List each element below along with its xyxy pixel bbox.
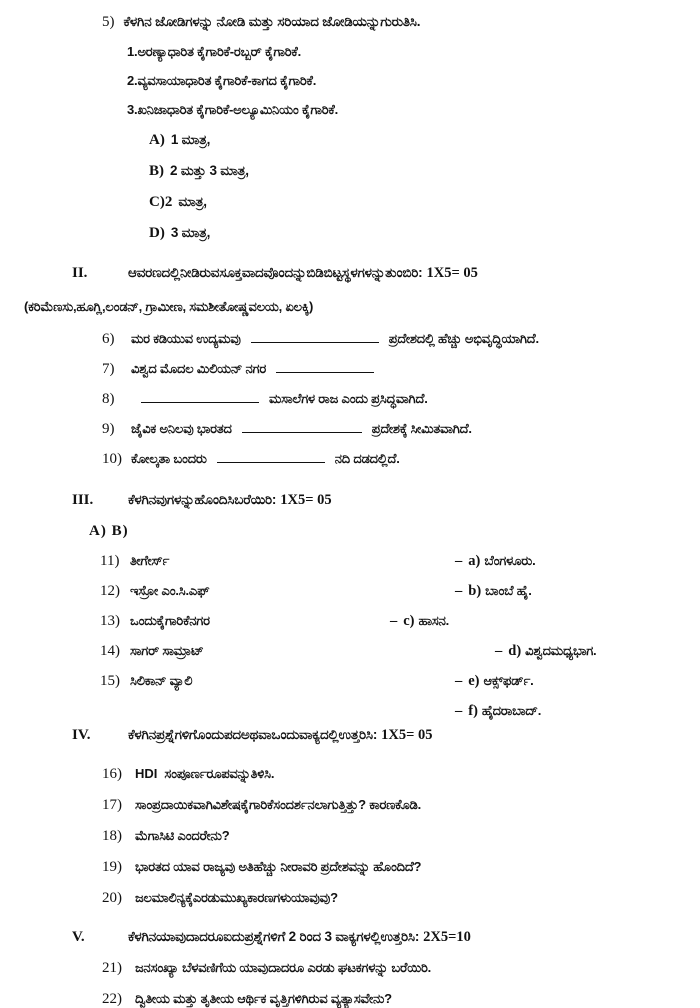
fill-item-10 bbox=[102, 451, 686, 468]
section-4-items bbox=[14, 766, 686, 907]
match-row-11 bbox=[100, 553, 686, 570]
question-5-pair-1: 1.ಅರಣ್ಯಾಧಾರಿತ ಕೈಗಾರಿಕೆ-ರಬ್ಬರ್ ಕೈಗಾರಿಕೆ. bbox=[127, 44, 301, 59]
section-3-block bbox=[14, 492, 686, 719]
match-option-d[interactable] bbox=[495, 643, 596, 660]
match-option-b[interactable] bbox=[455, 583, 532, 600]
option-d-text: ವಿಶ್ವದಮಧ್ಯಭಾಗ. bbox=[525, 643, 597, 658]
match-row-15 bbox=[100, 673, 686, 690]
item-8-blank[interactable] bbox=[141, 392, 259, 403]
option-f-text: ಹೈದರಾಬಾದ್. bbox=[481, 703, 542, 718]
section-2-word-bank: (ಕರಿಮೆಣಸು,ಹೂಗ್ಲಿ,ಲಂಡನ್, ಗ್ರಾಮೀಣ, ಸಮಶೀತೋಷ್ಣವಲಯ, ಏಲಕ್ಕಿ) bbox=[24, 299, 314, 314]
section-4-title: ಕೆಳಗಿನಪ್ರಶ್ನೆಗಳಿಗೊಂದುಪದಅಥವಾಒಂದುವಾಕ್ಯದಲ್ಲಿಉತ್ತರಿಸಿ: bbox=[128, 727, 378, 742]
question-16-number: 16) bbox=[102, 766, 122, 782]
question-5-option-c[interactable] bbox=[149, 194, 686, 211]
question-16 bbox=[102, 766, 686, 783]
question-16-prefix: HDI bbox=[135, 766, 158, 781]
section-4-roman: IV. bbox=[72, 727, 91, 743]
question-20-number: 20) bbox=[102, 890, 122, 906]
question-22-text: ದ್ವಿತೀಯ ಮತ್ತು ತೃತೀಯ ಆರ್ಥಿಕ ವೃತ್ತಿಗಳಿಗಿರುವ ವ್ಯತ್ಯಾಸವೇನು? bbox=[135, 991, 392, 1006]
item-9-blank[interactable] bbox=[242, 422, 362, 433]
section-2-header bbox=[14, 265, 686, 282]
match-option-e[interactable] bbox=[455, 673, 534, 690]
section-2-marks: 1X5= 05 bbox=[426, 265, 478, 281]
dash-icon: – bbox=[455, 703, 463, 719]
section-4-block bbox=[14, 727, 686, 907]
match-option-f[interactable] bbox=[455, 703, 541, 720]
section-3-match-list bbox=[14, 553, 686, 719]
option-e-key: e) bbox=[468, 673, 480, 689]
question-18-text: ಮೆಗಾಸಿಟಿ ಎಂದರೇನು? bbox=[135, 828, 230, 843]
option-f-key: f) bbox=[468, 703, 478, 719]
dash-icon: – bbox=[455, 673, 463, 689]
question-21 bbox=[102, 960, 686, 977]
section-2-items bbox=[14, 331, 686, 468]
item-7-before: ವಿಶ್ವದ ಮೊದಲ ಮಿಲಿಯನ್ ನಗರ bbox=[131, 361, 267, 376]
question-19-number: 19) bbox=[102, 859, 122, 875]
item-7-number: 7) bbox=[102, 361, 115, 377]
item-9-before: ಜೈವಿಕ ಅನಿಲವು ಭಾರತದ bbox=[131, 421, 232, 436]
item-8-number: 8) bbox=[102, 391, 115, 407]
option-d-key: d) bbox=[508, 643, 522, 659]
match-row-12 bbox=[100, 583, 686, 600]
section-2-block bbox=[14, 265, 686, 468]
section-5-header bbox=[14, 929, 686, 946]
section-4-header bbox=[14, 727, 686, 744]
section-3-title: ಕೆಳಗಿನವುಗಳನ್ನುಹೊಂದಿಸಿಬರೆಯಿರಿ: bbox=[128, 492, 277, 507]
item-9-after: ಪ್ರದೇಶಕ್ಕೆ ಸೀಮಿತವಾಗಿದೆ. bbox=[371, 421, 472, 436]
question-21-number: 21) bbox=[102, 960, 122, 976]
question-22-number: 22) bbox=[102, 991, 122, 1007]
section-4-marks: 1X5= 05 bbox=[381, 727, 433, 743]
match-12-left: ಇಸ್ರೋ ಎಂ.ಸಿ.ಎಫ್ bbox=[130, 583, 210, 598]
item-9-number: 9) bbox=[102, 421, 115, 437]
question-5-pair-3: 3.ಖನಿಜಾಧಾರಿತ ಕೈಗಾರಿಕೆ-ಅಲ್ಯೂಮಿನಿಯಂ ಕೈಗಾರಿಕೆ. bbox=[127, 102, 339, 117]
question-22 bbox=[102, 991, 686, 1008]
item-6-blank[interactable] bbox=[251, 332, 379, 343]
match-13-left: ಒಂದುಕೈಗಾರಿಕೆನಗರ bbox=[130, 613, 210, 628]
item-10-after: ನದಿ ದಡದಲ್ಲಿದೆ. bbox=[334, 451, 400, 466]
question-5-pair-2: 2.ವ್ಯವಸಾಯಾಧಾರಿತ ಕೈಗಾರಿಕೆ-ಕಾಗದ ಕೈಗಾರಿಕೆ. bbox=[127, 73, 317, 88]
match-11-number: 11) bbox=[100, 553, 120, 569]
question-5-option-b[interactable] bbox=[149, 163, 686, 180]
question-18-number: 18) bbox=[102, 828, 122, 844]
option-b-text: ಬಾಂಬೆ ಹೈ. bbox=[485, 583, 532, 598]
option-b-value: 2 ಮತ್ತು 3 ಮಾತ್ರ, bbox=[170, 163, 249, 178]
option-a-key: a) bbox=[468, 553, 481, 569]
item-10-number: 10) bbox=[102, 451, 122, 467]
section-5-items bbox=[14, 960, 686, 1008]
question-5-option-a[interactable] bbox=[149, 132, 686, 149]
option-b-key: B) bbox=[149, 163, 164, 179]
question-5-option-d[interactable] bbox=[149, 225, 686, 242]
match-option-c[interactable] bbox=[390, 613, 449, 630]
option-d-value: 3 ಮಾತ್ರ, bbox=[170, 225, 211, 240]
section-3-roman: III. bbox=[72, 492, 94, 508]
option-c-text: ಹಾಸನ. bbox=[418, 613, 450, 628]
section-2-roman: II. bbox=[72, 265, 88, 281]
dash-icon: – bbox=[455, 583, 463, 599]
match-11-left: ತೀಗೇರ್ಸ್ bbox=[130, 553, 170, 568]
dash-icon: – bbox=[455, 553, 463, 569]
option-c-key: c) bbox=[403, 613, 415, 629]
section-5-roman: V. bbox=[72, 929, 85, 945]
match-13-number: 13) bbox=[100, 613, 120, 629]
option-c-key: C)2 bbox=[149, 194, 173, 210]
question-17-text: ಸಾಂಪ್ರದಾಯಿಕವಾಗಿವಿಶೇಷಕೈಗಾರಿಕೆಸಂದರ್ಶನಲಾಗುತ್ತಿತ್ತು? ಕಾರಣಕೊಡಿ. bbox=[135, 797, 422, 812]
item-6-number: 6) bbox=[102, 331, 115, 347]
question-5-prompt: ಕೆಳಗಿನ ಜೋಡಿಗಳನ್ನು ನೋಡಿ ಮತ್ತು ಸರಿಯಾದ ಜೋಡಿಯನ್ನುಗುರುತಿಸಿ. bbox=[123, 14, 421, 29]
section-5-title: ಕೆಳಗಿನಯಾವುದಾದರೂಐದುಪ್ರಶ್ನೆಗಳಿಗೆ 2 ರಿಂದ 3 ವಾಕ್ಯಗಳಲ್ಲಿಉತ್ತರಿಸಿ: bbox=[128, 929, 420, 944]
item-6-after: ಪ್ರದೇಶದಲ್ಲಿ ಹೆಚ್ಚು ಅಭಿವೃದ್ಧಿಯಾಗಿದೆ. bbox=[388, 331, 539, 346]
option-a-text: ಬೆಂಗಳೂರು. bbox=[484, 553, 536, 568]
option-d-key: D) bbox=[149, 225, 165, 241]
match-row-14 bbox=[100, 643, 686, 660]
match-12-number: 12) bbox=[100, 583, 120, 599]
question-5-block bbox=[14, 14, 686, 242]
item-10-blank[interactable] bbox=[217, 452, 325, 463]
dash-icon: – bbox=[390, 613, 398, 629]
question-5-header bbox=[14, 14, 686, 31]
item-8-after: ಮಸಾಲೆಗಳ ರಾಜ ಎಂದು ಪ್ರಸಿದ್ಧವಾಗಿದೆ. bbox=[269, 391, 428, 406]
fill-item-6 bbox=[102, 331, 686, 348]
dash-icon: – bbox=[495, 643, 503, 659]
question-18 bbox=[102, 828, 686, 845]
option-c-value: ಮಾತ್ರ, bbox=[178, 194, 207, 209]
fill-item-7 bbox=[102, 361, 686, 378]
option-a-key: A) bbox=[149, 132, 165, 148]
section-2-title: ಆವರಣದಲ್ಲಿನೀಡಿರುವಸೂಕ್ತವಾದವೊಂದನ್ನುಬಿಡಿಬಿಟ್ಟಸ್ಥಳಗಳನ್ನುತುಂಬಿರಿ: bbox=[128, 265, 423, 280]
match-15-left: ಸಿಲಿಕಾನ್ ವ್ಯಾಲಿ bbox=[130, 673, 193, 688]
section-3-marks: 1X5= 05 bbox=[280, 492, 332, 508]
option-a-value: 1 ಮಾತ್ರ, bbox=[170, 132, 211, 147]
match-option-a[interactable] bbox=[455, 553, 536, 570]
item-10-before: ಕೋಲ್ಕತಾ ಬಂದರು bbox=[131, 451, 207, 466]
match-14-left: ಸಾಗರ್ ಸಾಮ್ರಾಟ್ bbox=[130, 643, 204, 658]
section-3-column-headers: A) B) bbox=[89, 523, 129, 539]
question-17-number: 17) bbox=[102, 797, 122, 813]
section-3-header bbox=[14, 492, 686, 509]
question-20-text: ಜಲಮಾಲಿನ್ಯಕ್ಕೆಎರಡುಮುಖ್ಯಕಾರಣಗಳುಯಾವುವು? bbox=[135, 890, 338, 905]
option-e-text: ಆಕ್ಸ್‌ಫರ್ಡ್. bbox=[483, 673, 534, 688]
question-17 bbox=[102, 797, 686, 814]
fill-item-8 bbox=[102, 391, 686, 408]
item-7-blank[interactable] bbox=[276, 362, 374, 373]
question-5-options bbox=[14, 132, 686, 242]
section-5-block bbox=[14, 929, 686, 1008]
item-6-before: ಮರ ಕಡಿಯುವ ಉದ್ಯಮವು bbox=[131, 331, 241, 346]
section-5-marks: 2X5=10 bbox=[423, 929, 471, 945]
match-15-number: 15) bbox=[100, 673, 120, 689]
option-b-key: b) bbox=[468, 583, 482, 599]
fill-item-9 bbox=[102, 421, 686, 438]
question-16-text: ಸಂಪೂರ್ಣರೂಪವನ್ನುತಿಳಿಸಿ. bbox=[164, 766, 275, 781]
question-5-number: 5) bbox=[102, 14, 115, 30]
question-21-text: ಜನಸಂಖ್ಯಾ ಬೆಳವಣಿಗೆಯ ಯಾವುದಾದರೂ ಎರಡು ಘಟಕಗಳನ್ನು ಬರೆಯಿರಿ. bbox=[135, 960, 432, 975]
question-20 bbox=[102, 890, 686, 907]
match-row-13 bbox=[100, 613, 686, 630]
match-14-number: 14) bbox=[100, 643, 120, 659]
question-19-text: ಭಾರತದ ಯಾವ ರಾಜ್ಯವು ಅತಿಹೆಚ್ಚು ನೀರಾವರಿ ಪ್ರದೇಶವನ್ನು ಹೊಂದಿದೆ? bbox=[135, 859, 422, 874]
question-19 bbox=[102, 859, 686, 876]
